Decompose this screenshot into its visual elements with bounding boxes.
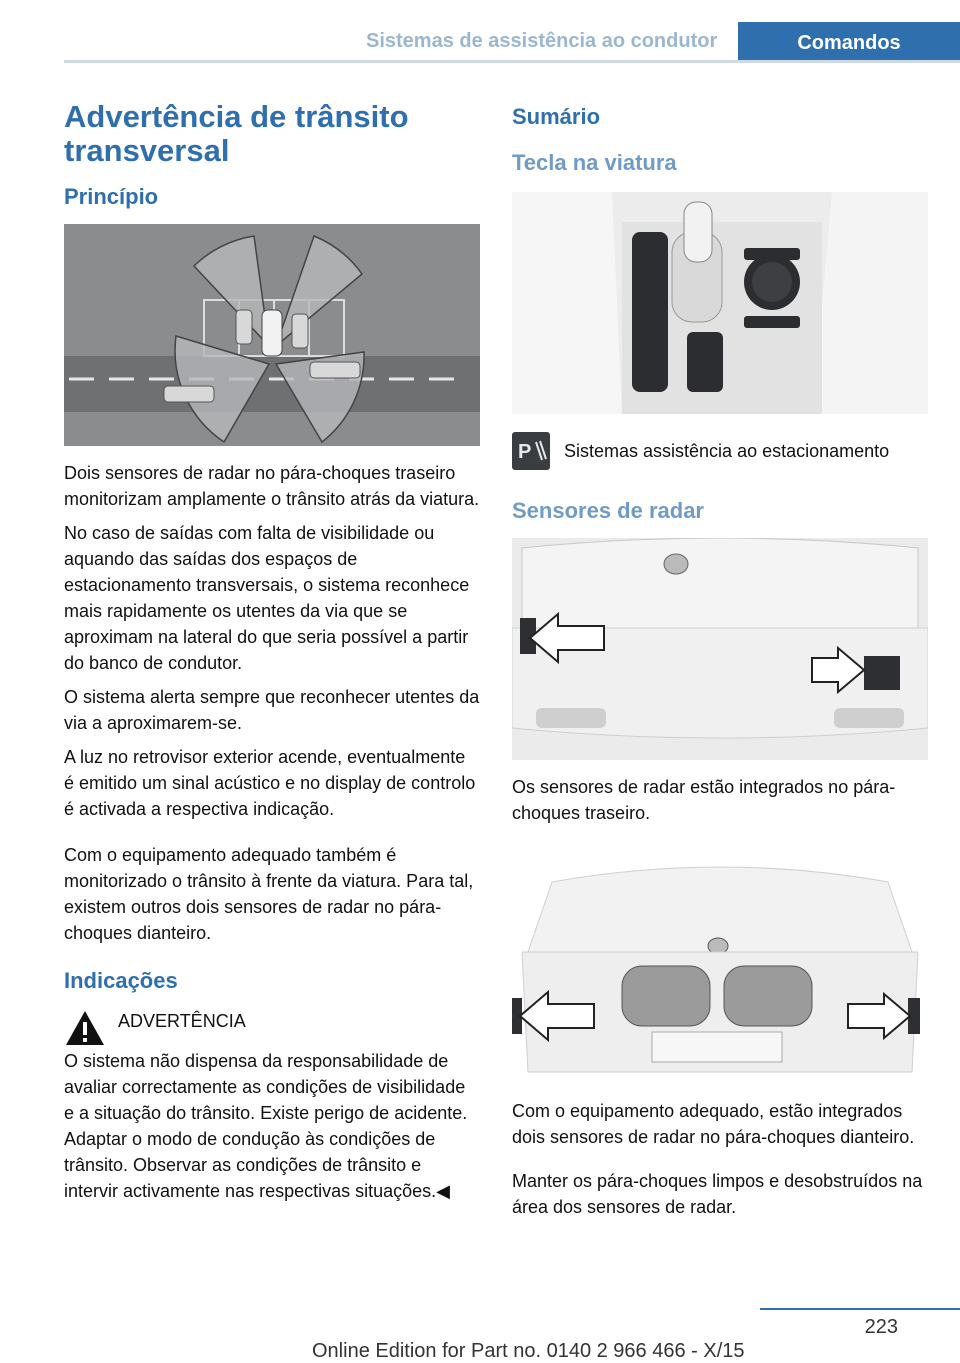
page-title: Advertência de trânsito transversal [64, 99, 409, 168]
header-rule [64, 60, 960, 63]
section-title: Sistemas de assistência ao condutor [366, 30, 718, 52]
paragraph-4: A luz no retrovisor exterior acende, eventualmente é emitido um sinal acústico e no display de controlo é activada a respectiva indicação. [64, 747, 476, 819]
paragraph-2: No caso de saídas com falta de visibilidade ou aquando das saídas dos espaços de estacionamento transversais, o sistema reconhece mais rapidamente os utentes da via que se aproximam na lateral do que seria possível a partir do banco de condutor. [64, 523, 470, 673]
cross-traffic-illustration [64, 224, 480, 446]
footer-rule [760, 1308, 960, 1310]
warning-title: ADVERTÊNCIA [118, 1011, 246, 1031]
park-assist-button-row [512, 432, 928, 470]
right-column [512, 100, 928, 1228]
svg-text:P: P [518, 441, 532, 463]
warning-triangle-icon [64, 1008, 106, 1048]
warning-block [64, 1008, 480, 1048]
paragraph-1: Dois sensores de radar no pára-choques traseiro monitorizam amplamente o trânsito atrás da viatura. [64, 463, 480, 509]
rear-sensors-text: Os sensores de radar estão integrados no pára-choques traseiro. [512, 777, 896, 823]
paragraph-5: Com o equipamento adequado também é monitorizado o trânsito à frente da viatura. Para tal, existem outros dois sensores de radar no pára-choques dianteiro. [64, 845, 474, 943]
cross-traffic-diagram [64, 224, 480, 446]
clean-sensors-text: Manter os pára-choques limpos e desobstruídos na área dos sensores de radar. [512, 1171, 923, 1217]
principle-heading: Princípio [64, 184, 159, 209]
console-photo [512, 192, 928, 414]
summary-heading: Sumário [512, 104, 601, 129]
online-edition: Online Edition for Part no. 0140 2 966 466 - X/15 [312, 1340, 745, 1362]
notes-heading: Indicações [64, 968, 178, 993]
paragraph-3: O sistema alerta sempre que reconhecer utentes da via a aproximarem-se. [64, 687, 480, 733]
page-footer [0, 1302, 960, 1362]
front-bumper-photo [512, 862, 928, 1084]
left-column [64, 100, 480, 1204]
sensors-heading: Sensores de radar [512, 498, 704, 523]
key-heading: Tecla na viatura [512, 150, 677, 175]
center-console-illustration [512, 192, 928, 414]
park-assist-label: Sistemas assistência ao estacionamento [564, 441, 890, 461]
warning-text: O sistema não dispensa da responsabilidade de avaliar correctamente as condições de visibilidade e a situação do trânsito. Existe perigo de acidente. Adaptar o modo de condução às condições de trânsito. Observar as condições de trânsito e intervir activamente nas respectivas situações.◀ [64, 1051, 468, 1201]
rear-bumper-photo [512, 538, 928, 760]
rear-bumper-illustration [512, 538, 928, 760]
page-number: 223 [864, 1316, 898, 1338]
page-header [0, 0, 960, 64]
chapter-tab: Comandos [738, 22, 960, 60]
front-sensors-text: Com o equipamento adequado, estão integrados dois sensores de radar no pára-choques dianteiro. [512, 1101, 915, 1147]
park-assist-icon [512, 432, 550, 470]
front-bumper-illustration [512, 862, 928, 1084]
